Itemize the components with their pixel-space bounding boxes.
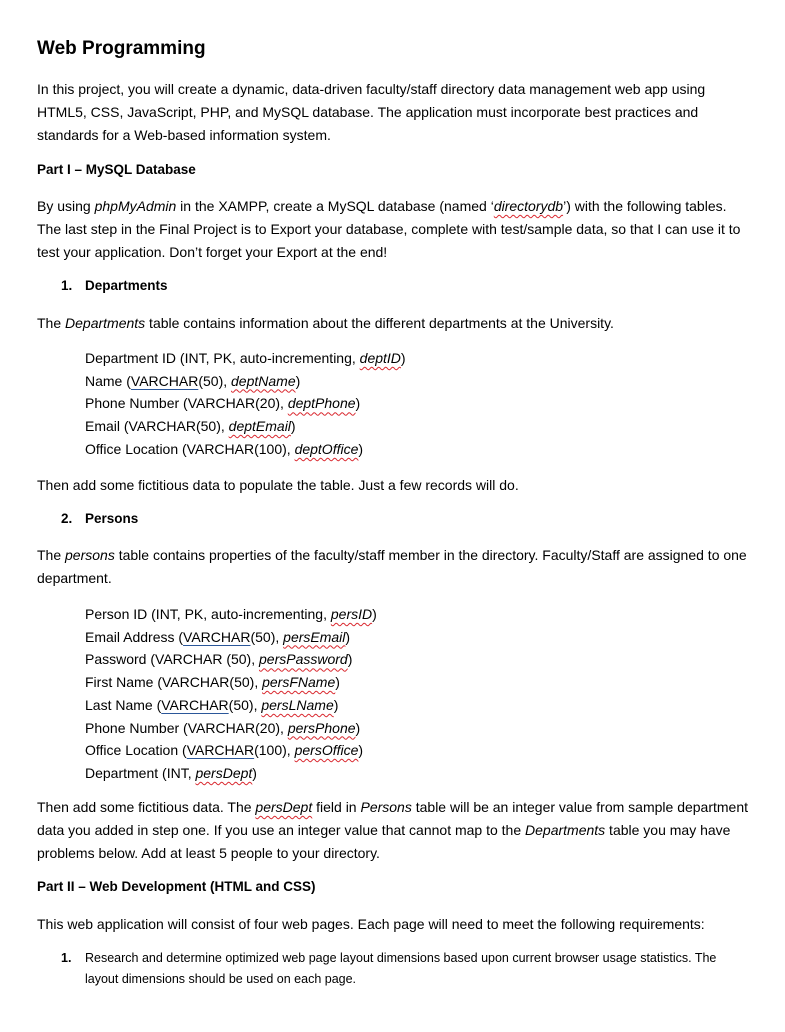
departments-field-list: [85, 347, 406, 461]
person-field: Phone Number (VARCHAR(20), persPhone): [85, 719, 361, 736]
requirement-number: 1.: [61, 951, 72, 965]
person-field: Department (INT, persDept): [85, 764, 257, 781]
person-field: First Name (VARCHAR(50), persFName): [85, 674, 340, 691]
intro-paragraph: In this project, you will create a dynamic, data-driven faculty/staff directory data management web app using HTML5, CSS, JavaScript, PHP, and MySQL database. The application must incorporate best practices and standards for a Web-based information system.: [37, 81, 706, 143]
departments-description: The Departments table contains information about the different departments at the University.: [37, 315, 614, 331]
part2-intro: This web application will consist of four web pages. Each page will need to meet the following requirements:: [37, 916, 705, 932]
persons-heading: 2. Persons: [61, 511, 139, 526]
department-field: Department ID (INT, PK, auto-incrementing, deptID): [85, 350, 406, 366]
part1-heading: Part I – MySQL Database: [37, 162, 196, 177]
person-field: Email Address (VARCHAR(50), persEmail): [85, 628, 351, 645]
document-title: Web Programming: [37, 38, 206, 59]
department-field: Name (VARCHAR(50), deptName): [85, 372, 301, 389]
persons-after-text: Then add some fictitious data. The persDept field in Persons table will be an integer value from sample department data you added in step one. If you use an integer value that cannot map to the Departments table you may have problems below. Add at least 5 people to your directory.: [37, 799, 749, 861]
requirement-item: [61, 948, 751, 990]
part1-paragraph: By using phpMyAdmin in the XAMPP, create a MySQL database (named ‘directorydb’) with the following tables. The last step in the Final Project is to Export your database, complete with test/sample data, so that I can use it to test your application. Don’t forget your Export at the end!: [37, 198, 741, 260]
person-field: Password (VARCHAR (50), persPassword): [85, 651, 353, 668]
department-field: Office Location (VARCHAR(100), deptOffice): [85, 440, 364, 457]
persons-field-list: [85, 603, 377, 785]
departments-heading: 1. Departments: [61, 278, 168, 293]
person-field: Person ID (INT, PK, auto-incrementing, persID): [85, 606, 377, 622]
department-field: Email (VARCHAR(50), deptEmail): [85, 418, 296, 435]
departments-after-text: Then add some fictitious data to populate the table. Just a few records will do.: [37, 477, 519, 493]
person-field: Last Name (VARCHAR(50), persLName): [85, 696, 339, 713]
person-field: Office Location (VARCHAR(100), persOffice): [85, 742, 364, 759]
persons-description: The persons table contains properties of the faculty/staff member in the directory. Faculty/Staff are assigned to one department.: [37, 547, 747, 586]
part2-heading: Part II – Web Development (HTML and CSS): [37, 879, 316, 894]
requirement-text: Research and determine optimized web page layout dimensions based upon current browser usage statistics. The layout dimensions should be used on each page.: [85, 951, 717, 986]
department-field: Phone Number (VARCHAR(20), deptPhone): [85, 395, 361, 412]
